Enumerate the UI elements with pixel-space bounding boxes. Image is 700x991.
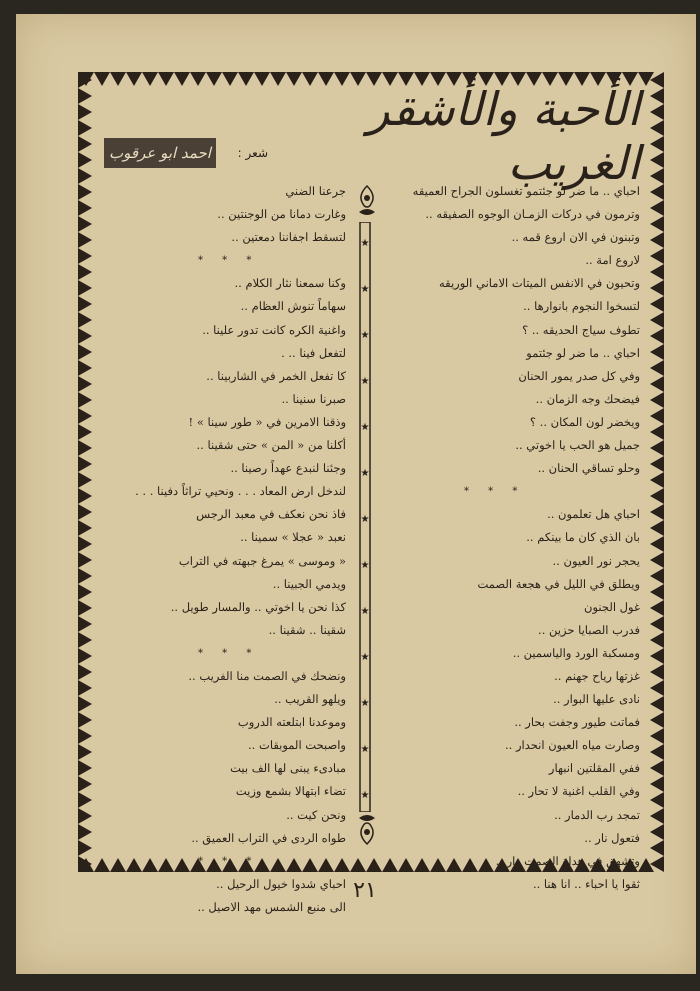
poem-line: مبادىء يبنى لها الف بيت	[230, 761, 346, 776]
stanza-separator: * * *	[464, 486, 526, 498]
ornament-top-icon	[355, 184, 379, 218]
poem-line: غول الجنون	[584, 599, 640, 614]
svg-text:★: ★	[360, 790, 370, 801]
poem-line: غزتها رياح جهنم ..	[554, 668, 640, 683]
poem-line: لتسخوا النجوم بانوارها ..	[523, 299, 640, 314]
svg-text:★: ★	[360, 698, 370, 709]
poem-line: ومسكبة الورد والياسمين ..	[512, 645, 640, 660]
svg-text:★: ★	[360, 560, 370, 571]
poem-line: فاذ نحن نعكف في معبد الرجس	[196, 507, 346, 522]
poem-line: وصارت مياه العيون انحدار ..	[504, 738, 640, 753]
svg-text:★: ★	[360, 238, 370, 249]
svg-text:★: ★	[360, 514, 370, 525]
poem-line: سهاماً تنوش العظام ..	[240, 299, 346, 314]
poem-line: فدرب الصبايا حزين ..	[538, 622, 640, 637]
poem-line: لاروع امة ..	[585, 253, 640, 268]
svg-text:★: ★	[360, 284, 370, 295]
poem-line: احباي شدوا خيول الرحيل ..	[216, 876, 346, 891]
poem-line: ونضحك في الصمت منا الفريب ..	[188, 668, 346, 683]
poem-line: احباي .. ما ضر لو جئتمو	[526, 345, 640, 360]
stanza-separator: * * *	[198, 855, 260, 867]
svg-text:★: ★	[360, 652, 370, 663]
svg-text:★: ★	[360, 330, 370, 341]
poem-line: وفي كل صدر يمور الحنان	[518, 368, 640, 383]
poem-line: ويلهو القريب ..	[274, 692, 346, 707]
svg-text:★: ★	[360, 744, 370, 755]
poem-line: بان الذي كان ما بينكم ..	[526, 530, 640, 545]
poem-line: وفي القلب اغنية لا تحار ..	[517, 784, 640, 799]
poem-line: جميل هو الحب يا اخوتي ..	[515, 438, 640, 453]
poem-line: واصبحت الموبقات ..	[248, 738, 346, 753]
svg-text:★: ★	[360, 606, 370, 617]
poem-column-left	[78, 180, 346, 919]
poem-line: لتسقط اجفاننا دمعتين ..	[231, 230, 346, 245]
poem-line: وجئنا لنبدع عهداً رصينا ..	[230, 461, 346, 476]
poem-column-right	[404, 180, 640, 896]
poem-line: كذا نحن يا اخوتي .. والمسار طويل ..	[170, 599, 346, 614]
ornament-bottom-icon	[355, 812, 379, 846]
svg-text:★: ★	[360, 422, 370, 433]
poem-line: طواه الردى في التراب العميق ..	[191, 830, 346, 845]
page-number: ٢١	[353, 878, 377, 903]
svg-text:★: ★	[360, 376, 370, 387]
poem-line: وتحيون في الانفس الميتات الاماني الوريقه	[438, 276, 640, 291]
poem-line: شقينا .. شقينا ..	[268, 622, 346, 637]
poem-line: تمجد رب الدمار ..	[554, 807, 640, 822]
poem-line: وحلو تساقي الحنان ..	[537, 461, 640, 476]
poem-line: تضاء ابتهالا بشمع وزيت	[235, 784, 346, 799]
poem-line: لندخل ارض المعاد . . . ونحيي تراثاً دفينا . . .	[135, 484, 346, 499]
poem-line: الى منبع الشمس مهد الاصيل ..	[197, 899, 346, 914]
poem-line: وموعدنا ابتلعته الدروب	[237, 715, 346, 730]
poem-line: ففي المقلتين انبهار	[548, 761, 640, 776]
poem-line: ونحن كيت ..	[286, 807, 346, 822]
poem-line: ويدمي الجبينا ..	[272, 576, 346, 591]
stanza-separator: * * *	[198, 255, 260, 267]
poem-line: صبرنا سنينا ..	[281, 391, 346, 406]
poem-line: ويطلق في الليل في هجعة الصمت	[477, 576, 640, 591]
poem-line: فتعول نار ..	[584, 830, 640, 845]
poem-line: وتبنون في الان اروع قمه ..	[511, 230, 640, 245]
poem-line: وتشهق في هداة الصمت دار ..	[495, 853, 640, 868]
poem-line: وغارت دمانا من الوجنتين ..	[217, 207, 346, 222]
poem-line: ويخضر لون المكان .. ؟	[529, 414, 640, 429]
byline-label: شعر :	[237, 146, 268, 160]
column-divider	[350, 222, 380, 812]
poem-line: يحجر نور العيون ..	[552, 553, 640, 568]
poem-line: احباي .. ما ضر لو جئتمو تغسلون الجراح العميقه	[412, 184, 640, 198]
poem-line: وذقنا الامرين في « طور سينا » !	[188, 414, 346, 429]
poem-line: تطوف سياج الحديقه .. ؟	[522, 322, 640, 337]
poem-line: نعبد « عجلا » سمينا ..	[240, 530, 346, 545]
poem-line: ثقوا يا احباء .. انا هنا ..	[532, 876, 640, 891]
poem-line: وترمون في دركات الزمـان الوجوه الصفيقه ..	[425, 207, 640, 222]
svg-text:★: ★	[360, 468, 370, 479]
author-name: احمد ابو عرقوب	[104, 138, 216, 168]
stanza-separator: * * *	[198, 647, 260, 659]
poem-line: احباي هل تعلمون ..	[547, 507, 640, 522]
poem-line: « وموسى » يمرغ جبهته في التراب	[178, 553, 346, 568]
poem-line: كا تفعل الخمر في الشاربينا ..	[206, 368, 346, 383]
poem-line: نادى عليها البوار ..	[553, 692, 640, 707]
poem-line: لتفعل فينا .. .	[281, 345, 346, 360]
poem-line: فيضحك وجه الزمان ..	[535, 391, 640, 406]
poem-line: أكلنا من « المن » حتى شقينا ..	[196, 438, 346, 453]
poem-title: الأحبة والأشقر الغريب	[367, 82, 640, 190]
poem-line: جرعنا الضني	[285, 184, 346, 198]
poem-line: واغنية الكره كانت تدور علينا ..	[202, 322, 346, 337]
poem-line: وكنا سمعنا نثار الكلام ..	[234, 276, 346, 291]
poem-line: فماتت طيور وجفت بحار ..	[514, 715, 640, 730]
